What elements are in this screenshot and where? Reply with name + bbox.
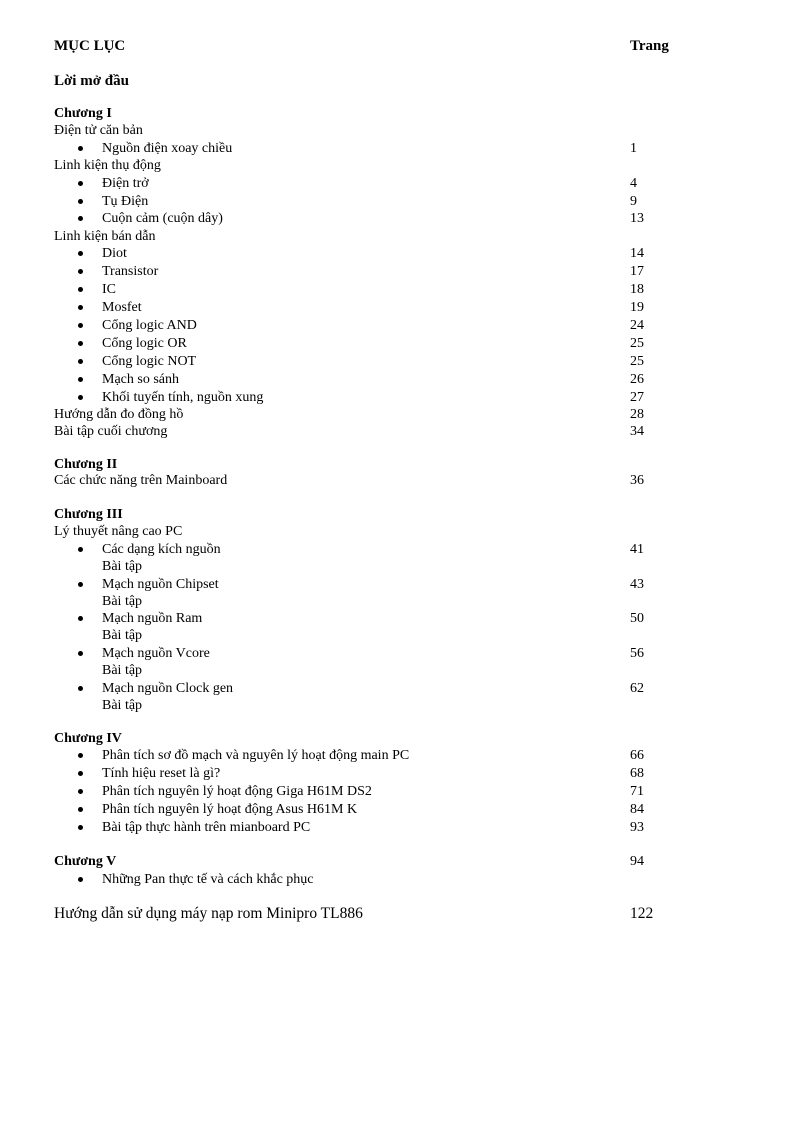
toc-item (0, 193, 794, 211)
toc-item (0, 371, 794, 389)
toc-subitem (0, 627, 794, 645)
bullet-icon (78, 771, 83, 776)
bullet-icon (78, 686, 83, 691)
item-label: Mạch nguồn Clock gen (102, 681, 234, 696)
appendix-label: Hướng dẫn sử dụng máy nạp rom Minipro TL886 (54, 905, 363, 922)
toc-item (0, 299, 794, 317)
item-page: 17 (630, 264, 644, 279)
item-page: 1 (630, 141, 637, 156)
item-page: 24 (630, 318, 644, 333)
item-page: 14 (630, 246, 644, 261)
toc-subitem (0, 662, 794, 680)
bullet-icon (78, 651, 83, 656)
item-label: Phân tích nguyên lý hoạt động Asus H61M K (102, 802, 358, 817)
section-page: 36 (630, 473, 644, 488)
chapter-5-page: 94 (630, 854, 644, 869)
item-label: Cổng logic OR (102, 336, 187, 351)
item-label: Điện trở (102, 176, 149, 191)
toc-item (0, 819, 794, 837)
item-label: Transistor (102, 264, 159, 279)
bullet-icon (78, 359, 83, 364)
toc-item (0, 576, 794, 594)
item-page: 84 (630, 802, 644, 817)
toc-section (0, 228, 794, 246)
toc-item (0, 610, 794, 628)
item-label: Bài tập thực hành trên mianboard PC (102, 820, 311, 835)
chapter-5-heading (0, 853, 794, 871)
toc-item (0, 317, 794, 335)
section-label: Linh kiện bán dẫn (54, 229, 156, 244)
item-label: Phân tích sơ đồ mạch và nguyên lý hoạt động main PC (102, 748, 410, 763)
item-label: Mạch so sánh (102, 372, 179, 387)
section-label: Bài tập cuối chương (54, 424, 168, 439)
toc-item (0, 140, 794, 158)
bullet-icon (78, 251, 83, 256)
bullet-icon (78, 825, 83, 830)
chapter-3-heading (0, 506, 794, 524)
bullet-icon (78, 341, 83, 346)
toc-item (0, 747, 794, 765)
bullet-icon (78, 146, 83, 151)
toc-item (0, 175, 794, 193)
toc-item (0, 263, 794, 281)
toc-item (0, 389, 794, 407)
item-label: Các dạng kích nguồn (102, 542, 221, 557)
item-page: 25 (630, 354, 644, 369)
item-label: Khối tuyến tính, nguồn xung (102, 390, 264, 405)
chapter-4-heading (0, 730, 794, 748)
item-page: 66 (630, 748, 644, 763)
toc-section (0, 523, 794, 541)
section-label: Linh kiện thụ động (54, 158, 161, 173)
item-page: 9 (630, 194, 637, 209)
item-label: Nguồn điện xoay chiều (102, 141, 233, 156)
appendix-page: 122 (630, 905, 654, 922)
bullet-icon (78, 582, 83, 587)
item-page: 13 (630, 211, 644, 226)
chapter-1-heading (0, 105, 794, 123)
toc-title: MỤC LỤC (54, 38, 126, 54)
bullet-icon (78, 199, 83, 204)
item-label: Diot (102, 246, 127, 261)
bullet-icon (78, 287, 83, 292)
toc-item (0, 765, 794, 783)
section-label: Điện tử căn bản (54, 123, 143, 138)
exercise-label: Bài tập (102, 594, 143, 609)
bullet-icon (78, 547, 83, 552)
item-label: Mosfet (102, 300, 142, 315)
section-label: Lý thuyết nâng cao PC (54, 524, 183, 539)
item-label: Cuộn cảm (cuộn dây) (102, 211, 223, 226)
toc-item (0, 541, 794, 559)
item-label: Phân tích nguyên lý hoạt động Giga H61M DS2 (102, 784, 372, 799)
toc-subitem (0, 697, 794, 715)
bullet-icon (78, 181, 83, 186)
bullet-icon (78, 789, 83, 794)
toc-section (0, 472, 794, 490)
bullet-icon (78, 395, 83, 400)
bullet-icon (78, 269, 83, 274)
chapter-5-title: Chương V (54, 854, 117, 869)
toc-section (0, 423, 794, 441)
exercise-label: Bài tập (102, 698, 143, 713)
item-page: 27 (630, 390, 644, 405)
item-label: Mạch nguồn Ram (102, 611, 203, 626)
bullet-icon (78, 216, 83, 221)
toc-item (0, 245, 794, 263)
toc-item (0, 645, 794, 663)
item-label: IC (102, 282, 116, 297)
exercise-label: Bài tập (102, 559, 143, 574)
item-page: 26 (630, 372, 644, 387)
toc-item (0, 210, 794, 228)
item-page: 50 (630, 611, 644, 626)
item-page: 4 (630, 176, 637, 191)
intro-label: Lời mở đầu (54, 73, 129, 89)
item-label: Cổng logic AND (102, 318, 197, 333)
item-page: 25 (630, 336, 644, 351)
bullet-icon (78, 377, 83, 382)
item-page: 41 (630, 542, 644, 557)
page-column-header: Trang (630, 38, 669, 54)
toc-item (0, 801, 794, 819)
chapter-4-title: Chương IV (54, 731, 122, 746)
item-label: Những Pan thực tế và cách khắc phục (102, 872, 314, 887)
item-label: Mạch nguồn Vcore (102, 646, 210, 661)
toc-item (0, 335, 794, 353)
toc-item (0, 871, 794, 889)
chapter-1-title: Chương I (54, 106, 112, 121)
item-label: Cổng logic NOT (102, 354, 197, 369)
toc-section (0, 406, 794, 424)
exercise-label: Bài tập (102, 628, 143, 643)
item-label: Mạch nguồn Chipset (102, 577, 219, 592)
section-label: Các chức năng trên Mainboard (54, 473, 228, 488)
section-label: Hướng dẫn đo đồng hồ (54, 407, 184, 422)
item-page: 71 (630, 784, 644, 799)
item-page: 18 (630, 282, 644, 297)
chapter-3-title: Chương III (54, 507, 123, 522)
item-label: Tính hiệu reset là gì? (102, 766, 221, 781)
toc-item (0, 783, 794, 801)
chapter-2-title: Chương II (54, 457, 118, 472)
item-page: 19 (630, 300, 644, 315)
item-page: 68 (630, 766, 644, 781)
item-page: 62 (630, 681, 644, 696)
bullet-icon (78, 616, 83, 621)
toc-subitem (0, 558, 794, 576)
item-label: Tụ Điện (102, 194, 149, 209)
appendix-entry (0, 904, 794, 924)
bullet-icon (78, 323, 83, 328)
item-page: 56 (630, 646, 644, 661)
exercise-label: Bài tập (102, 663, 143, 678)
bullet-icon (78, 807, 83, 812)
bullet-icon (78, 305, 83, 310)
toc-subitem (0, 593, 794, 611)
bullet-icon (78, 877, 83, 882)
intro-entry (0, 72, 794, 90)
toc-header (0, 37, 794, 55)
toc-item (0, 281, 794, 299)
toc-item (0, 680, 794, 698)
item-page: 93 (630, 820, 644, 835)
item-page: 43 (630, 577, 644, 592)
bullet-icon (78, 753, 83, 758)
toc-section (0, 157, 794, 175)
toc-item (0, 353, 794, 371)
section-page: 28 (630, 407, 644, 422)
section-page: 34 (630, 424, 644, 439)
toc-section (0, 122, 794, 140)
